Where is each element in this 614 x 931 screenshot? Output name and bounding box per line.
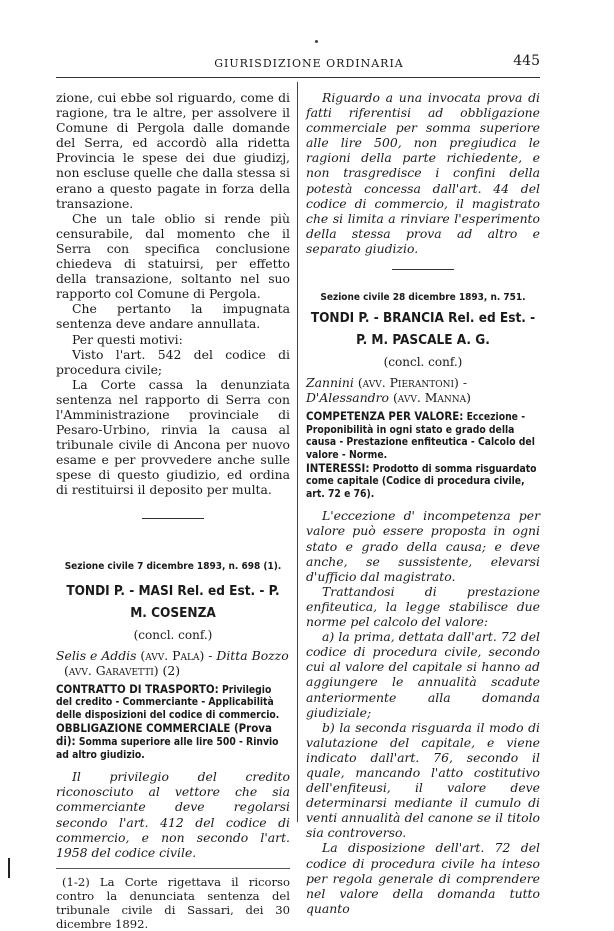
legal-maxim: Il privilegio del credito riconosciuto al vettore che sia commerciante deve regolarsi secondo l'art. 412 del codice di commercio, e non secondo l'art. 1958 del codice civile. xyxy=(56,769,290,860)
keyword-entry: OBBLIGAZIONE COMMERCIALE (Prova di): Somma superiore alle lire 500 - Rinvio ad altro giudizio. xyxy=(56,720,279,761)
body-paragraph: Visto l'art. 542 del codice di procedura civile; xyxy=(56,346,290,377)
parties-line xyxy=(306,375,540,405)
legal-maxim: a) la prima, dettata dall'art. 72 del codice di procedura civile, secondo cui al valore del capitale si hanno ad aggiungere le annualità scadute anteriormente alla domanda giudiziale; xyxy=(306,629,540,720)
court-composition: TONDI P. - MASI Rel. ed Est. - P. M. COSENZA xyxy=(66,582,280,621)
lawyer-name: (avv. Pala) xyxy=(140,647,205,663)
footnote-rule xyxy=(56,868,290,869)
party-name: - D'Alessandro xyxy=(306,375,467,406)
lawyer-name: (avv. Manna) xyxy=(392,390,471,406)
keywords-block xyxy=(56,683,290,762)
right-column xyxy=(306,90,540,916)
footnote: (1-2) La Corte rigettava il ricorso contro la denunciata sentenza del tribunale civile di Sassari, dei 30 dicembre 1892. xyxy=(56,874,290,931)
legal-maxim: b) la seconda risguarda il modo di valutazione del capitale, e viene indicato dall'art. 76, secondo il quale, mancando l'atto costitutivo dell'enfiteusi, il valore deve determinarsi mediante il cumulo di venti annualità del canone se il titolo sia controverso. xyxy=(306,719,540,841)
keyword-entry: CONTRATTO DI TRASPORTO: Privilegio del credito - Commerciante - Applicabilità delle disposizioni del codice di commercio. xyxy=(56,681,280,721)
legal-maxim: Riguardo a una invocata prova di fatti riferentisi ad obbligazione commerciale per somma superiore alle lire 500, non pregiudica le ragioni della parte richiedente, e non trasgredisce i confini della potestà concessa dall'art. 44 del codice di commercio, il magistrato che si limita a rinviare l'esperimento della stessa prova ad altro e separato giudizio. xyxy=(306,90,540,256)
section-heading: Sezione civile 28 dicembre 1893, n. 751. xyxy=(320,292,526,304)
lawyer-name: (avv. Garavetti) (2) xyxy=(64,662,181,678)
page-number: 445 xyxy=(513,53,540,69)
speck xyxy=(315,40,318,43)
keywords-block xyxy=(306,410,540,500)
party-name: Selis e Addis xyxy=(56,647,137,663)
section-separator xyxy=(142,518,204,519)
margin-mark xyxy=(8,858,10,878)
body-paragraph: Per questi motivi: xyxy=(72,331,183,347)
legal-maxim: La disposizione dell'art. 72 del codice di procedura civile ha inteso per regola generale di comprendere nel valore della domanda tutto quanto xyxy=(306,840,540,916)
lawyer-name: (avv. Pierantoni) xyxy=(357,375,459,391)
parties-line xyxy=(56,648,290,663)
body-paragraph: Che un tale oblio si rende più censurabile, dal momento che il Serra con specifica conclusione chiedeva di statuirsi, per effetto della transazione, soltanto nel suo rapporto col Comune di Pergola. xyxy=(56,210,290,302)
keyword-entry: COMPETENZA PER VALORE: Eccezione - Proponibilità in ogni stato e grado della causa - Prestazione enfiteutica - Calcolo del valore - Norme. xyxy=(306,409,535,461)
body-paragraph: zione, cui ebbe sol riguardo, come di ragione, tra le altre, per assolvere il Comune di Pergola dalle domande del Serra, ed accordò alla ridetta Provincia le spese dei due giudizj, non escluse quelle che dalla stessa si erano a questo pagate in forza della transazione. xyxy=(56,90,290,211)
section-separator xyxy=(392,269,454,270)
section-heading: Sezione civile 7 dicembre 1893, n. 698 (1). xyxy=(64,560,282,572)
conclusion-note: (concl. conf.) xyxy=(383,355,463,370)
body-paragraph: Che pertanto la impugnata sentenza deve andare annullata. xyxy=(56,301,290,332)
party-name: Zannini xyxy=(306,375,354,391)
legal-maxim: L'eccezione d' incompetenza per valore può essere proposta in ogni stato e grado della causa; e deve anche, se sussistente, elevarsi d'ufficio dal magistrato. xyxy=(306,508,540,584)
body-paragraph: La Corte cassa la denunziata sentenza nel rapporto di Serra con l'Amministrazione provinciale di Pesaro-Urbino, rinvia la causa al tribunale civile di Ancona per nuovo esame e per provvedere anche sulle spese di questo giudizio, ed ordina di restituirsi il deposito per multa. xyxy=(56,376,290,498)
party-name: - Ditta Bozzo xyxy=(208,647,289,663)
left-column xyxy=(56,90,290,931)
legal-maxim: Trattandosi di prestazione enfiteutica, la legge stabilisce due norme pel calcolo del valore: xyxy=(306,583,540,630)
column-divider xyxy=(297,82,298,822)
keyword-entry: INTERESSI: Prodotto di somma risguardato come capitale (Codice di procedura civile, art. 72 e 76). xyxy=(306,460,537,500)
header-rule xyxy=(56,77,540,78)
court-composition: TONDI P. - BRANCIA Rel. ed Est. - xyxy=(310,310,536,327)
conclusion-note: (concl. conf.) xyxy=(133,627,213,642)
court-composition: P. M. PASCALE A. G. xyxy=(356,332,490,349)
running-header: GIURISDIZIONE ORDINARIA xyxy=(214,57,404,70)
